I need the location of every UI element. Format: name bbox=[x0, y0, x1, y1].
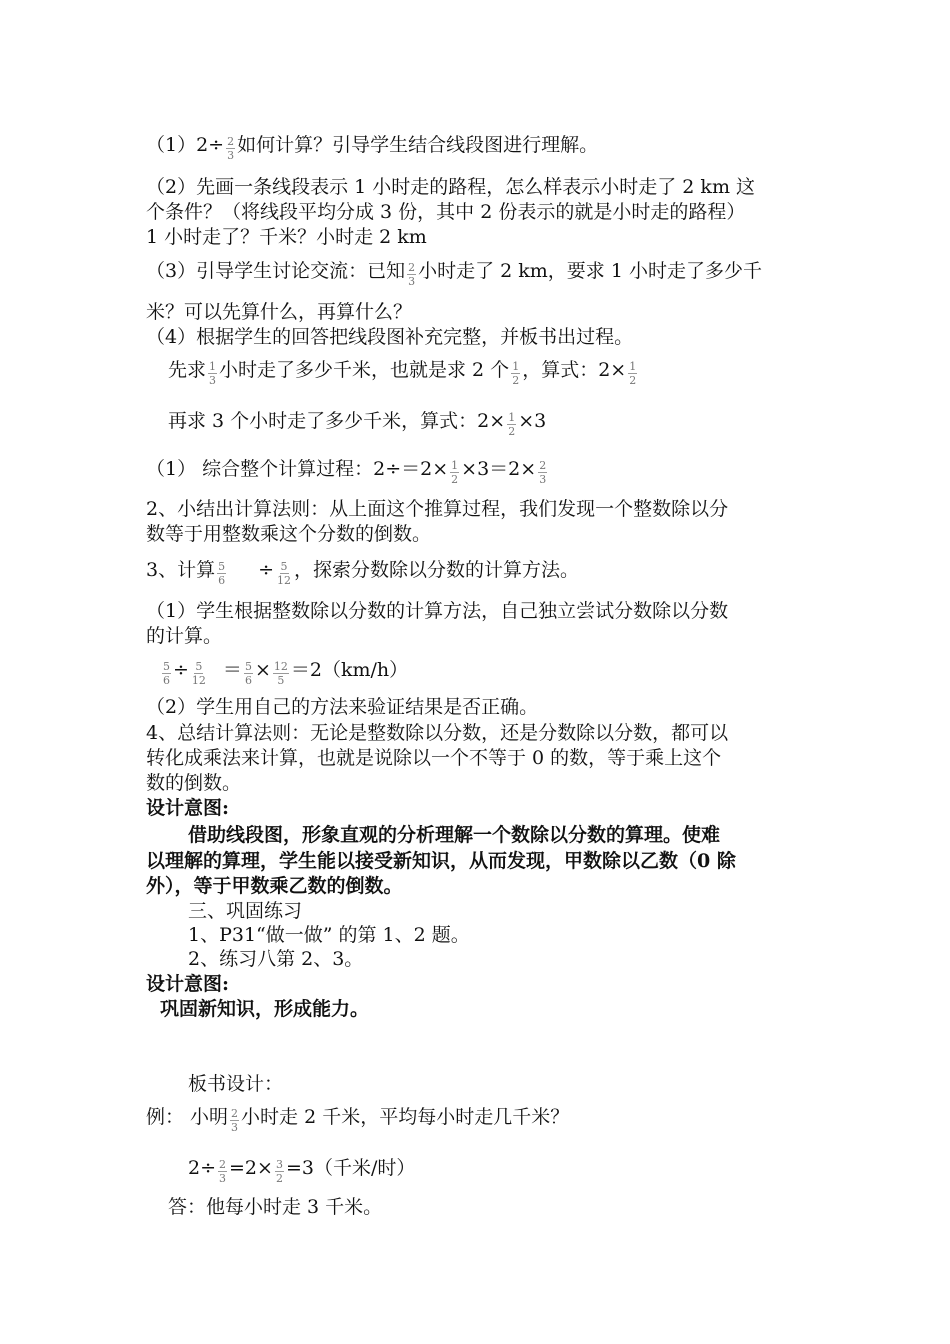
example-formula bbox=[188, 1155, 415, 1183]
text: ×3 bbox=[518, 410, 547, 432]
denominator: 6 bbox=[218, 573, 226, 587]
design-intent-text-line-2: 以理解的算理，学生能以接受新知识，从而发现，甲数除以乙数（0 除 bbox=[146, 850, 736, 872]
verify-line: （2）学生用自己的方法来验证结果是否正确。 bbox=[146, 696, 539, 718]
combined-process-line bbox=[146, 456, 549, 484]
numerator: 1 bbox=[451, 458, 459, 472]
text: （3）引导学生讨论交流：已知 bbox=[146, 260, 406, 282]
numerator: 2 bbox=[219, 1157, 227, 1171]
step-1-line bbox=[146, 132, 598, 160]
fraction bbox=[276, 560, 292, 587]
fraction-division-formula bbox=[160, 657, 408, 685]
denominator: 3 bbox=[539, 472, 547, 486]
fraction bbox=[507, 411, 516, 438]
design-intent-text-line-1: 借助线段图，形象直观的分析理解一个数除以分数的算理。使难 bbox=[188, 824, 721, 846]
numerator: 2 bbox=[227, 134, 235, 148]
fraction bbox=[450, 459, 459, 486]
numerator: 12 bbox=[273, 659, 288, 673]
student-try-line-2: 的计算。 bbox=[146, 625, 223, 647]
fraction bbox=[628, 360, 637, 387]
rule-summary-line-1: 2、小结出计算法则：从上面这个推算过程，我们发现一个整数除以分 bbox=[146, 498, 729, 520]
answer-line: 答：他每小时走 3 千米。 bbox=[168, 1196, 383, 1218]
text: ÷ bbox=[173, 659, 189, 681]
example-line bbox=[146, 1104, 569, 1132]
text: （1） 综合整个计算过程：2÷＝2× bbox=[146, 458, 449, 480]
fraction bbox=[273, 660, 289, 687]
fraction bbox=[407, 261, 416, 288]
fraction bbox=[275, 1158, 284, 1185]
numerator: 2 bbox=[539, 458, 547, 472]
numerator: 1 bbox=[629, 359, 637, 373]
denominator: 2 bbox=[512, 373, 520, 387]
first-find-line bbox=[168, 357, 639, 385]
general-rule-line-1: 4、总结计算法则：无论是整数除以分数，还是分数除以分数，都可以 bbox=[146, 722, 729, 744]
text: ，算式：2× bbox=[522, 359, 627, 381]
numerator: 5 bbox=[195, 659, 203, 673]
text: ，探索分数除以分数的计算方法。 bbox=[294, 559, 580, 581]
step-3-line-2: 米？可以先算什么，再算什么？ bbox=[146, 301, 413, 323]
text: 小时走了 2 km，要求 1 小时走了多少千 bbox=[418, 260, 762, 282]
numerator: 1 bbox=[508, 410, 516, 424]
denominator: 6 bbox=[244, 673, 252, 687]
denominator: 6 bbox=[163, 673, 170, 687]
numerator: 2 bbox=[231, 1106, 239, 1120]
numerator: 5 bbox=[280, 559, 288, 573]
text: =2× bbox=[229, 1157, 273, 1179]
numerator: 5 bbox=[244, 659, 252, 673]
fraction bbox=[230, 1107, 239, 1134]
text: 例： 小明 bbox=[146, 1106, 229, 1128]
design-intent-text-line-3: 外），等于甲数乘乙数的倒数。 bbox=[146, 875, 403, 897]
step-2-line-1: （2）先画一条线段表示 1 小时走的路程，怎么样表示小时走了 2 km 这 bbox=[146, 176, 755, 198]
numerator: 1 bbox=[209, 359, 217, 373]
practice-heading: 三、巩固练习 bbox=[188, 900, 303, 922]
board-design-title: 板书设计： bbox=[188, 1073, 284, 1095]
denominator: 3 bbox=[209, 373, 217, 387]
numerator: 3 bbox=[275, 1157, 283, 1171]
text: ×3＝2× bbox=[461, 458, 537, 480]
text: 先求 bbox=[168, 359, 207, 381]
step-3-line-1 bbox=[146, 258, 762, 286]
fraction bbox=[511, 360, 520, 387]
denominator: 12 bbox=[277, 573, 292, 587]
denominator: 2 bbox=[451, 472, 459, 486]
student-try-line-1: （1）学生根据整数除以分数的计算方法，自己独立尝试分数除以分数 bbox=[146, 600, 729, 622]
denominator: 5 bbox=[277, 673, 285, 687]
general-rule-line-2: 转化成乘法来计算，也就是说除以一个不等于 0 的数，等于乘上这个 bbox=[146, 747, 722, 769]
step-3-calc-line bbox=[146, 557, 579, 585]
text: 3、计算 bbox=[146, 559, 216, 581]
design-intent-heading-2: 设计意图: bbox=[146, 973, 230, 995]
numerator: 2 bbox=[408, 260, 416, 274]
fraction bbox=[226, 135, 235, 162]
text: 再求 3 个小时走了多少千米，算式：2× bbox=[168, 410, 506, 432]
text: 如何计算？引导学生结合线段图进行理解。 bbox=[237, 134, 599, 156]
practice-item-2: 2、练习八第 2、3。 bbox=[188, 948, 364, 970]
step-2-line-2: 个条件？（将线段平均分成 3 份，其中 2 份表示的就是小时走的路程） bbox=[146, 201, 746, 223]
fraction bbox=[538, 459, 547, 486]
denominator: 2 bbox=[629, 373, 637, 387]
fraction bbox=[244, 660, 253, 687]
denominator: 3 bbox=[227, 148, 235, 162]
denominator: 12 bbox=[191, 673, 206, 687]
text: 小时走了多少千米，也就是求 2 个 bbox=[219, 359, 510, 381]
text: =3（千米/时） bbox=[285, 1157, 416, 1179]
step-4-line: （4）根据学生的回答把线段图补充完整，并板书出过程。 bbox=[146, 326, 634, 348]
step-2-line-3: 1 小时走了？千米？小时走 2 km bbox=[146, 226, 427, 248]
fraction bbox=[208, 360, 217, 387]
design-intent-text-2: 巩固新知识，形成能力。 bbox=[160, 998, 370, 1020]
denominator: 3 bbox=[408, 274, 416, 288]
text: ＝2（km/h） bbox=[290, 659, 409, 681]
denominator: 3 bbox=[231, 1120, 239, 1134]
text: 2÷ bbox=[188, 1157, 217, 1179]
then-find-line bbox=[168, 408, 546, 436]
general-rule-line-3: 数的倒数。 bbox=[146, 772, 242, 794]
numerator: 1 bbox=[512, 359, 520, 373]
numerator: 5 bbox=[163, 659, 170, 673]
fraction bbox=[218, 1158, 227, 1185]
denominator: 3 bbox=[219, 1171, 227, 1185]
fraction bbox=[217, 560, 226, 587]
practice-item-1: 1、P31“做一做” 的第 1、2 题。 bbox=[188, 924, 470, 946]
fraction bbox=[191, 660, 207, 687]
denominator: 2 bbox=[275, 1171, 283, 1185]
fraction bbox=[162, 660, 171, 687]
text: ÷ bbox=[258, 559, 275, 581]
text: ＝ bbox=[222, 659, 242, 681]
text: （1）2÷ bbox=[146, 134, 225, 156]
numerator: 5 bbox=[218, 559, 226, 573]
rule-summary-line-2: 数等于用整数乘这个分数的倒数。 bbox=[146, 523, 432, 545]
design-intent-heading: 设计意图: bbox=[146, 797, 230, 819]
text: × bbox=[254, 659, 271, 681]
denominator: 2 bbox=[508, 424, 516, 438]
text: 小时走 2 千米，平均每小时走几千米？ bbox=[241, 1106, 570, 1128]
